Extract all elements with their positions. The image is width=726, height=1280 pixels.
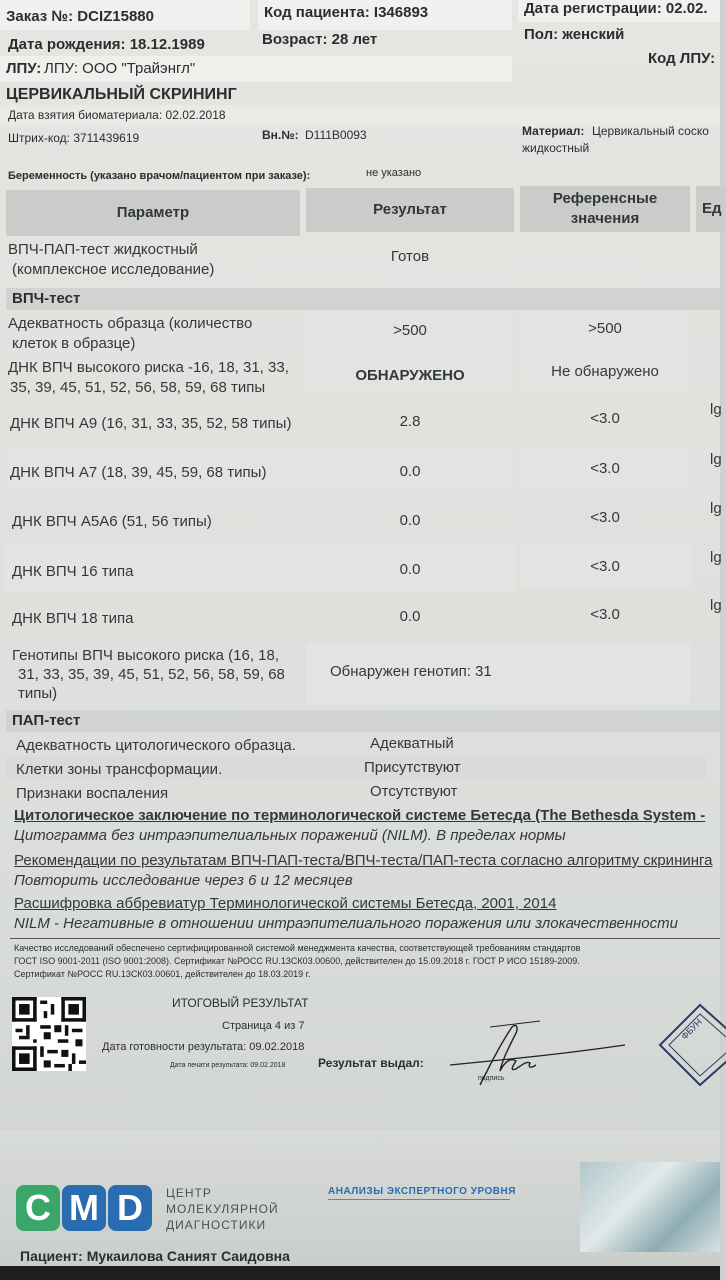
qr-code bbox=[12, 997, 86, 1071]
divider bbox=[10, 938, 720, 939]
internal-no-label: Вн.№: bbox=[262, 128, 299, 142]
abbreviations-text: NILM - Негативные в отношении интраэпителиального поражения или злокачественности bbox=[14, 915, 678, 932]
row-a9-unit: lg bbox=[710, 401, 722, 418]
row-hpv18: ДНК ВПЧ 18 типа bbox=[12, 610, 134, 627]
quality-line1: Качество исследований обеспечено сертифицированной системой менеджмента качества, соответствующей требованиям стандартов bbox=[14, 943, 581, 953]
section-hpv: ВПЧ-тест bbox=[6, 288, 720, 310]
pap-inflammation: Признаки воспаления bbox=[16, 785, 169, 802]
quality-line2: ГОСТ ISO 9001-2011 (ISO 9001:2008). Сертификат №РОСС RU.13СК03.00600, действителен до 15.09.2018 г. ГОСТ Р ИСО 15189-2009. bbox=[14, 956, 580, 966]
recommendations-text: Повторить исследование через 6 и 12 месяцев bbox=[14, 872, 353, 889]
row-hpv18-ref: <3.0 bbox=[590, 606, 620, 623]
final-result: ИТОГОВЫЙ РЕЗУЛЬТАТ bbox=[172, 996, 309, 1010]
logo-text-line2: МОЛЕКУЛЯРНОЙ bbox=[166, 1202, 279, 1216]
logo-letter-d: D bbox=[108, 1185, 152, 1231]
row-hpv16: ДНК ВПЧ 16 типа bbox=[12, 563, 134, 580]
row-a9-ref: <3.0 bbox=[590, 410, 620, 427]
bottom-frame bbox=[0, 1266, 720, 1280]
test-title: ЦЕРВИКАЛЬНЫЙ СКРИНИНГ bbox=[6, 86, 237, 103]
material-value-2: жидкостный bbox=[522, 141, 590, 155]
row-hr-dna-line1: ДНК ВПЧ высокого риска -16, 18, 31, 33, bbox=[8, 359, 289, 376]
col-parameter: Параметр bbox=[6, 190, 300, 236]
biomaterial-date: Дата взятия биоматериала: 02.02.2018 bbox=[8, 108, 226, 122]
col-result: Результат bbox=[306, 188, 514, 232]
row-genotype-line3: типы) bbox=[18, 685, 58, 702]
row-hr-dna-result: ОБНАРУЖЕНО bbox=[355, 367, 465, 384]
row-hpv16-unit: lg bbox=[710, 549, 722, 566]
row-a7-unit: lg bbox=[710, 451, 722, 468]
ready-date: Дата готовности результата: 09.02.2018 bbox=[102, 1041, 305, 1053]
row-a9: ДНК ВПЧ А9 (16, 31, 33, 35, 52, 58 типы) bbox=[10, 415, 292, 432]
lpu: ЛПУ: bbox=[6, 60, 42, 77]
signature-caption: подпись bbox=[478, 1075, 505, 1082]
row-a5a6-ref: <3.0 bbox=[590, 509, 620, 526]
qr-code-icon bbox=[12, 997, 86, 1071]
material-value: Цервикальный соско bbox=[592, 124, 709, 138]
registration-date: Дата регистрации: 02.02. bbox=[524, 0, 708, 17]
lpu-code: Код ЛПУ: bbox=[648, 50, 716, 67]
internal-no-value: D111B0093 bbox=[305, 128, 367, 142]
svg-text:ФБУН: ФБУН bbox=[679, 1016, 704, 1042]
pregnancy-value: не указано bbox=[366, 167, 422, 179]
age: Возраст: 28 лет bbox=[262, 31, 378, 48]
row-a5a6: ДНК ВПЧ А5А6 (51, 56 типы) bbox=[12, 513, 212, 530]
row-adequacy-result: >500 bbox=[393, 322, 427, 339]
col-unit: Ед bbox=[696, 186, 726, 232]
col-reference-line2: значения bbox=[570, 210, 640, 227]
slogan-underline bbox=[328, 1199, 510, 1200]
print-date: Дата печати результата: 09.02.2018 bbox=[170, 1062, 286, 1069]
logo-letter-c: C bbox=[16, 1185, 60, 1231]
row-genotype-line1: Генотипы ВПЧ высокого риска (16, 18, bbox=[12, 647, 280, 664]
patient-code: Код пациента: I346893 bbox=[264, 4, 429, 21]
recommendations-title: Рекомендации по результатам ВПЧ-ПАП-теста/ВПЧ-теста/ПАП-теста согласно алгоритму скрининга bbox=[14, 852, 713, 869]
logo-text-line3: ДИАГНОСТИКИ bbox=[166, 1218, 267, 1232]
signature bbox=[430, 1015, 630, 1095]
logo-letter-m: M bbox=[62, 1185, 106, 1231]
stamp-icon bbox=[655, 1000, 720, 1090]
pap-adequacy-result: Адекватный bbox=[370, 735, 454, 752]
row-a9-result: 2.8 bbox=[399, 413, 421, 430]
birth-date: Дата рождения: 18.12.1989 bbox=[8, 36, 205, 53]
row-adequacy-line2: клеток в образце) bbox=[12, 335, 136, 352]
slogan: АНАЛИЗЫ ЭКСПЕРТНОГО УРОВНЯ bbox=[328, 1186, 516, 1197]
row-hpv18-result: 0.0 bbox=[399, 608, 421, 625]
row-hr-dna-line2: 35, 39, 45, 51, 52, 56, 58, 59, 68 типы bbox=[10, 379, 266, 396]
pregnancy-label: Беременность (указано врачом/пациентом при заказе): bbox=[8, 170, 311, 182]
row-a7: ДНК ВПЧ А7 (18, 39, 45, 59, 68 типы) bbox=[10, 464, 267, 481]
lpu-value: ЛПУ: ООО "Трайэнгл" bbox=[44, 60, 196, 77]
col-reference bbox=[520, 186, 690, 232]
row-genotype-line2: 31, 33, 35, 39, 45, 51, 52, 56, 58, 59, 68 bbox=[18, 666, 285, 683]
row-hr-dna-ref: Не обнаружено bbox=[551, 363, 659, 380]
patient-bottom: Пациент: Мукаилова Саният Саидовна bbox=[20, 1248, 290, 1264]
page-counter: Страница 4 из 7 bbox=[222, 1020, 305, 1032]
row-adequacy-line1: Адекватность образца (количество bbox=[8, 315, 253, 332]
conclusion-text: Цитограмма без интраэпителиальных поражений (NILM). В пределах нормы bbox=[14, 827, 566, 844]
row-a7-result: 0.0 bbox=[399, 463, 421, 480]
abbreviations-title: Расшифровка аббревиатур Терминологической системы Бетесда, 2001, 2014 bbox=[14, 895, 557, 912]
logo-text-line1: ЦЕНТР bbox=[166, 1186, 212, 1200]
col-reference-line1: Референсные bbox=[552, 190, 658, 207]
pap-tz-cells: Клетки зоны трансформации. bbox=[16, 761, 223, 778]
row-hpv18-unit: lg bbox=[710, 597, 722, 614]
barcode: Штрих-код: 3711439619 bbox=[8, 131, 140, 145]
row-a5a6-result: 0.0 bbox=[399, 512, 421, 529]
sex: Пол: женский bbox=[524, 26, 625, 43]
row-a7-ref: <3.0 bbox=[590, 460, 620, 477]
row-complex-line2: (комплексное исследование) bbox=[12, 261, 215, 278]
pap-tz-result: Присутствуют bbox=[364, 759, 461, 776]
pap-adequacy: Адекватность цитологического образца. bbox=[16, 737, 296, 754]
conclusion-title: Цитологическое заключение по терминологической системе Бетесда (The Bethesda System - bbox=[14, 807, 706, 824]
row-a5a6-unit: lg bbox=[710, 500, 722, 517]
row-hpv16-result: 0.0 bbox=[399, 561, 421, 578]
row-complex-line1: ВПЧ-ПАП-тест жидкостный bbox=[8, 241, 198, 258]
order-number: Заказ №: DCIZ15880 bbox=[6, 8, 154, 25]
issued-by: Результат выдал: bbox=[318, 1056, 424, 1070]
quality-line3: Сертификат №РОСС RU.13СК03.00601, действителен до 18.03.2019 г. bbox=[14, 969, 311, 979]
material-label: Материал: bbox=[522, 124, 585, 138]
row-adequacy-ref: >500 bbox=[588, 320, 622, 337]
row-genotype-result: Обнаружен генотип: 31 bbox=[330, 663, 492, 680]
pap-inflammation-result: Отсутствуют bbox=[370, 783, 458, 800]
section-pap: ПАП-тест bbox=[6, 710, 720, 732]
lab-photo bbox=[580, 1162, 720, 1252]
row-hpv16-ref: <3.0 bbox=[590, 558, 620, 575]
row-complex-result: Готов bbox=[390, 248, 430, 265]
